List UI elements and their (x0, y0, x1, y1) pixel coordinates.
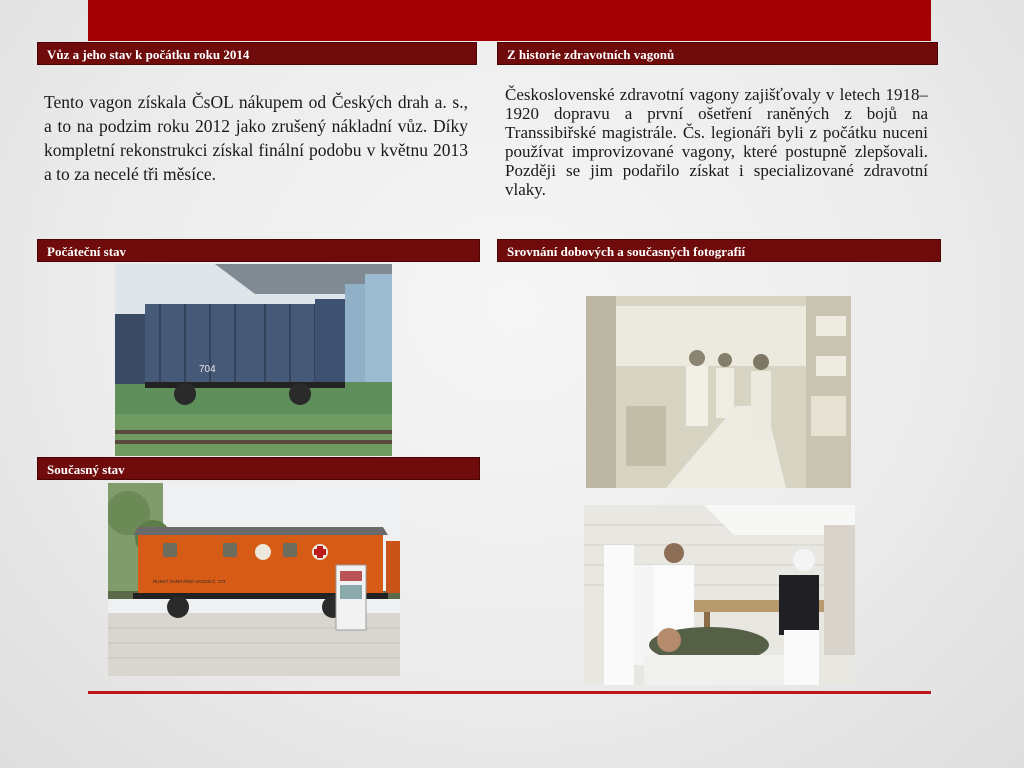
wagon-number-label: 704 (199, 364, 216, 375)
heading-comparison (497, 239, 941, 262)
heading-wagon-state-label: Vůz a jeho stav k počátku roku 2014 (47, 47, 250, 62)
photo-reenactment-medical-car (584, 505, 855, 685)
heading-wagon-state (37, 42, 477, 65)
heading-initial-state-label: Počáteční stav (47, 244, 127, 259)
photo-historical-medical-car (586, 296, 851, 488)
bottom-divider (88, 691, 931, 694)
heading-history-label: Z historie zdravotních vagonů (507, 47, 675, 62)
history-paragraph: Československé zdravotní vagony zajišťovaly v letech 1918–1920 dopravu a první ošetření raněných z bojů na Transsibiřské magistrále. Čs. legionáři byli z počátku nuceni používat improvizované vagony, které postupně zlepšovali. Později se jim podařilo získat i specializované zdravotní vlaky. (505, 85, 928, 199)
photo-initial-wagon (115, 264, 392, 456)
heading-comparison-label: Srovnání dobových a současných fotografií (507, 244, 746, 259)
heading-current-state-label: Současný stav (47, 462, 125, 477)
heading-current-state (37, 457, 480, 480)
heading-initial-state (37, 239, 480, 262)
wagon-state-paragraph: Tento vagon získala ČsOL nákupem od Českých drah a. s., a to na podzim roku 2012 jako zrušený nákladní vůz. Díky kompletní rekonstrukci získal finální podobu v květnu 2013 a to za necelé tři měsíce. (44, 92, 468, 184)
wagon-lettering: RUSKÝ SANITÁRNÍ VAGON Č. 173 (153, 579, 226, 584)
photo-restored-wagon (108, 483, 400, 676)
heading-history (497, 42, 938, 65)
top-red-band (88, 0, 931, 41)
